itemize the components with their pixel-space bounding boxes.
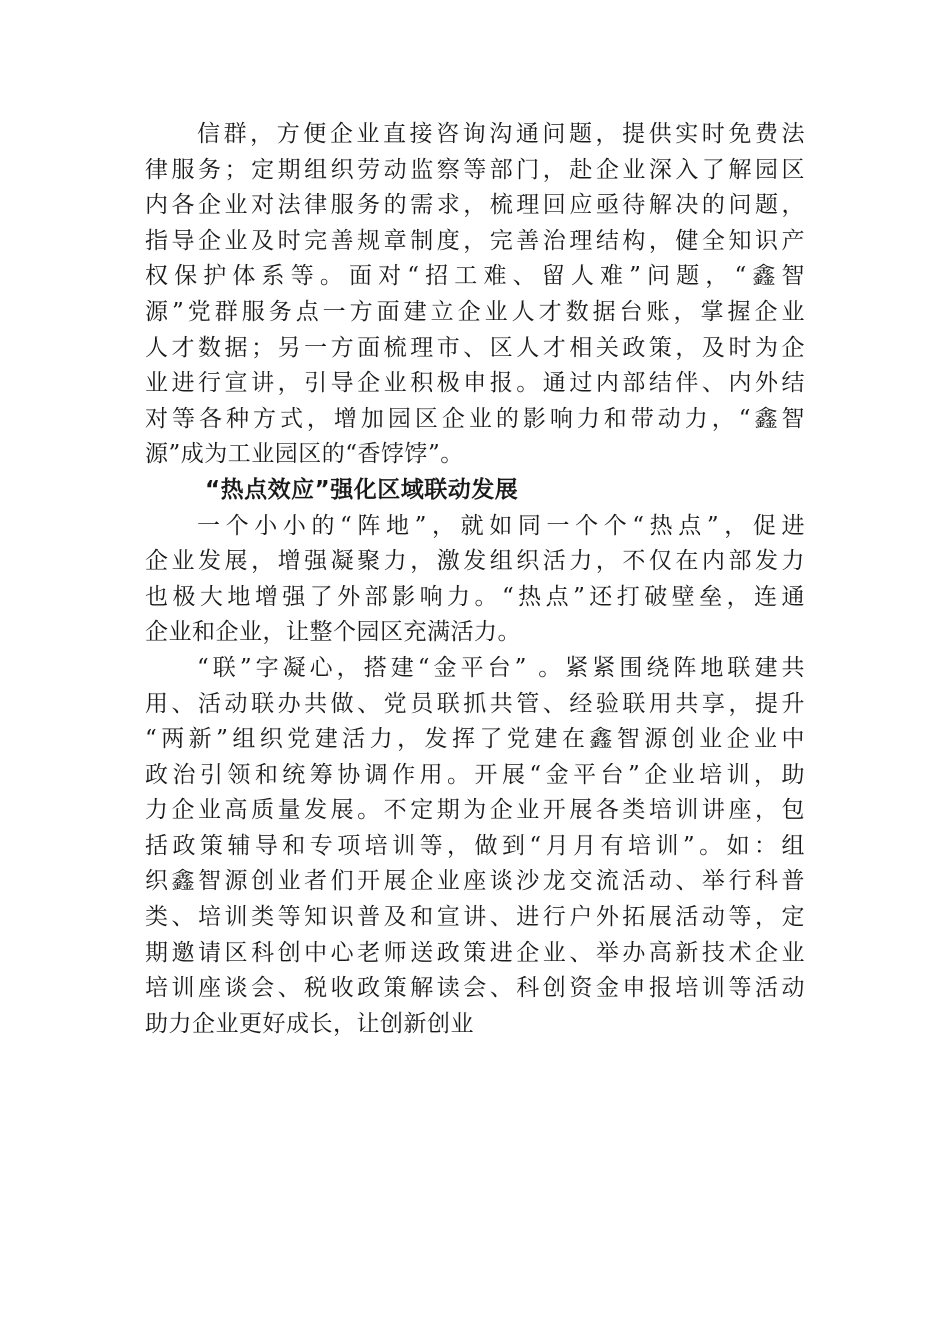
paragraph-line: 律服务；定期组织劳动监察等部门，赴企业深入了解园区 — [145, 156, 805, 183]
paragraph-line: 企业和企业，让整个园区充满活力。 — [145, 619, 521, 646]
document-body — [145, 117, 805, 1042]
paragraph-line: 政治引领和统筹协调作用。开展“金平台”企业培训，助 — [145, 761, 805, 788]
section-heading: “热点效应”强化区域联动发展 — [205, 476, 519, 503]
paragraph-line: 一个小小的“阵地”，就如同一个个“热点”，促进 — [197, 512, 805, 539]
paragraph-line: “两新”组织党建活力，发挥了党建在鑫智源创业企业中 — [145, 726, 805, 753]
paragraph-line: 期邀请区科创中心老师送政策进企业、举办高新技术企业 — [145, 939, 805, 966]
paragraph-line: 人才数据；另一方面梳理市、区人才相关政策，及时为企 — [145, 334, 805, 361]
paragraph-line: “联”字凝心，搭建“金平台” 。紧紧围绕阵地联建共 — [197, 654, 805, 681]
paragraph-line: 信群，方便企业直接咨询沟通问题，提供实时免费法 — [197, 121, 805, 147]
paragraph-line: 助力企业更好成长，让创新创业 — [145, 1010, 474, 1037]
paragraph-line: 权保护体系等。面对“招工难、留人难”问题，“鑫智 — [145, 263, 805, 290]
paragraph-line: 企业发展，增强凝聚力，激发组织活力，不仅在内部发力 — [145, 548, 805, 575]
paragraph-line: 对等各种方式，增加园区企业的影响力和带动力，“鑫智 — [145, 405, 805, 432]
paragraph-line: 源”党群服务点一方面建立企业人才数据台账，掌握企业 — [145, 298, 805, 325]
paragraph-line: 括政策辅导和专项培训等，做到“月月有培训”。如：组 — [145, 832, 805, 859]
paragraph-line: 源”成为工业园区的“香饽饽”。 — [145, 441, 464, 468]
paragraph-line: 也极大地增强了外部影响力。“热点”还打破壁垒，连通 — [145, 583, 805, 610]
paragraph-line: 力企业高质量发展。不定期为企业开展各类培训讲座，包 — [145, 797, 805, 824]
paragraph-line: 业进行宣讲，引导企业积极申报。通过内部结伴、内外结 — [145, 370, 805, 397]
paragraph-line: 培训座谈会、税收政策解读会、科创资金申报培训等活动 — [145, 975, 805, 1002]
paragraph-line: 指导企业及时完善规章制度，完善治理结构，健全知识产 — [145, 227, 805, 254]
paragraph-line: 用、活动联办共做、党员联抓共管、经验联用共享，提升 — [145, 690, 805, 717]
paragraph-line: 类、培训类等知识普及和宣讲、进行户外拓展活动等，定 — [145, 904, 805, 931]
paragraph-line: 内各企业对法律服务的需求，梳理回应亟待解决的问题， — [145, 192, 805, 219]
paragraph-line: 织鑫智源创业者们开展企业座谈沙龙交流活动、举行科普 — [145, 868, 805, 895]
